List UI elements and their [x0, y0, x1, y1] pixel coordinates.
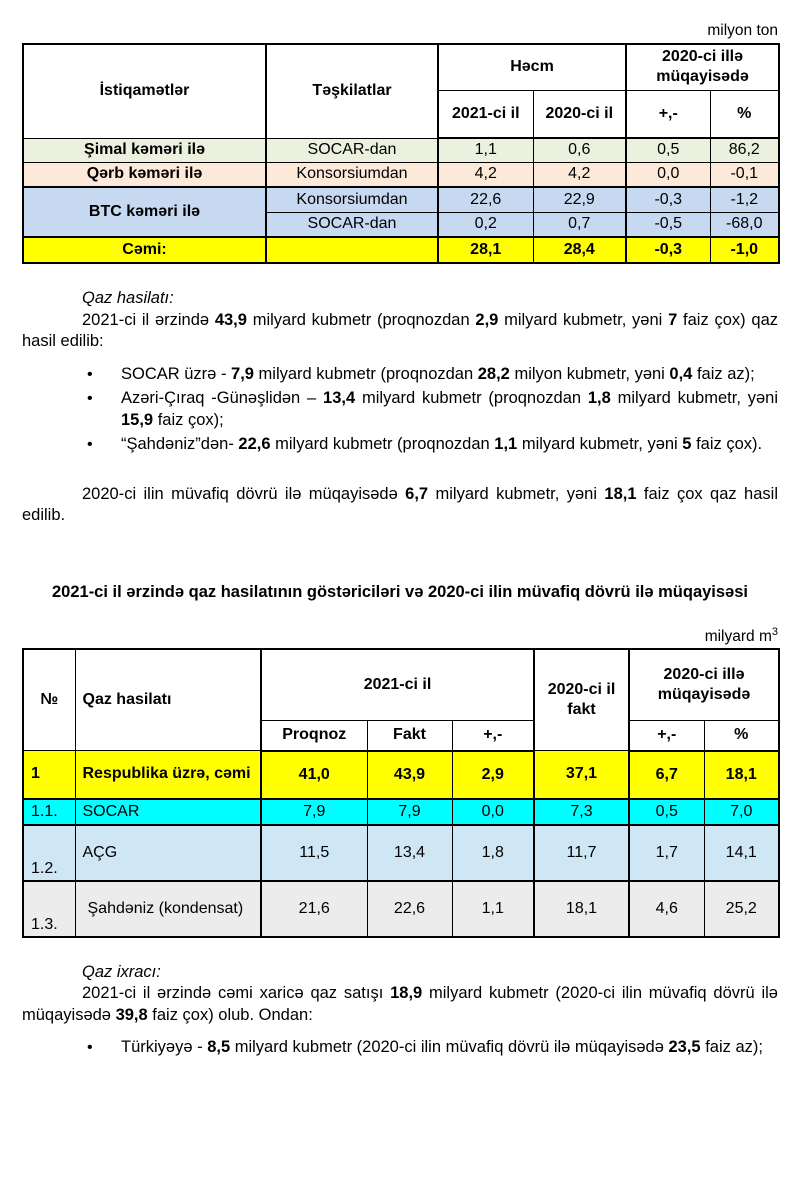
table1-row-simal — [23, 138, 779, 162]
table2-unit-label: milyard $m^3$ — [704, 625, 778, 645]
table1-header-compare-group: 2020-ci illə müqayisədə — [626, 44, 779, 90]
table-cell: 4,6 — [629, 881, 704, 937]
gas-production-table — [22, 648, 780, 938]
gas-production-list — [22, 364, 778, 456]
table-cell: 2,9 — [452, 751, 534, 799]
table-cell: 0,6 — [533, 138, 626, 162]
table-cell: 7,3 — [534, 799, 629, 825]
table2-header-prognoz: Proqnoz — [261, 721, 367, 751]
table-cell: 21,6 — [261, 881, 367, 937]
table-cell: 43,9 — [367, 751, 452, 799]
table2-header-label: Qaz hasilatı — [75, 649, 261, 751]
table-cell: 28,4 — [533, 237, 626, 263]
table-cell: 22,9 — [533, 187, 626, 212]
table2-header-2020-fakt: 2020-ci il fakt — [534, 649, 629, 751]
table2-row-sahdeniz — [23, 881, 779, 937]
table1-header-2021: 2021-ci il — [438, 90, 533, 138]
table2-header-cpct: % — [704, 721, 779, 751]
table-cell: -0,5 — [626, 212, 710, 237]
table-cell: 0,7 — [533, 212, 626, 237]
table1-header-delta: +,- — [626, 90, 710, 138]
table-cell: 37,1 — [534, 751, 629, 799]
table1-row-qerb — [23, 162, 779, 187]
table-cell: Konsorsiumdan — [266, 162, 438, 187]
table-cell: 22,6 — [367, 881, 452, 937]
table1-header-2020: 2020-ci il — [533, 90, 626, 138]
table-cell: 4,2 — [533, 162, 626, 187]
table2-header-cdelta: +,- — [629, 721, 704, 751]
table-cell: -0,3 — [626, 187, 710, 212]
list-item: • Türkiyəyə - 8,5 milyard kubmetr (2020-ci ilin müvafiq dövrü ilə müqayisədə 23,5 faiz az); — [121, 1037, 778, 1059]
table-cell: 18,1 — [704, 751, 779, 799]
table-cell: Şahdəniz (kondensat) — [75, 881, 261, 937]
table-cell — [266, 237, 438, 263]
table2-row-acg — [23, 825, 779, 881]
gas-production-intro: 2021-ci il ərzində 43,9 milyard kubmetr (proqnozdan 2,9 milyard kubmetr, yəni 7 faiz çox) qaz hasil edilib: — [22, 310, 778, 350]
table-cell: Respublika üzrə, cəmi — [75, 751, 261, 799]
table2-header-row-1 — [23, 649, 779, 721]
table-cell: 14,1 — [704, 825, 779, 881]
table-cell: 6,7 — [629, 751, 704, 799]
table-cell: 28,1 — [438, 237, 533, 263]
table-cell: -68,0 — [710, 212, 779, 237]
table1-header-volume-group: Həcm — [438, 44, 626, 90]
table1-header-org: Təşkilatlar — [266, 44, 438, 138]
table-cell: 4,2 — [438, 162, 533, 187]
table-cell: AÇG — [75, 825, 261, 881]
table-cell: 11,5 — [261, 825, 367, 881]
table2-header-no: № — [23, 649, 75, 751]
table-cell: 13,4 — [367, 825, 452, 881]
document-page — [0, 22, 800, 1059]
table1-header-pct: % — [710, 90, 779, 138]
table-cell: 25,2 — [704, 881, 779, 937]
table1-header-row-1 — [23, 44, 779, 90]
table-cell: Cəmi: — [23, 237, 266, 263]
table-cell: SOCAR-dan — [266, 212, 438, 237]
table-cell: 18,1 — [534, 881, 629, 937]
table2-row-respublika — [23, 751, 779, 799]
table-cell: -0,3 — [626, 237, 710, 263]
oil-transport-table — [22, 43, 780, 264]
table2-row-socar — [23, 799, 779, 825]
gas-production-compare: 2020-ci ilin müvafiq dövrü ilə müqayisədə 6,7 milyard kubmetr, yəni 18,1 faiz çox qaz hasil edilib. — [22, 484, 778, 524]
table-cell: 1,1 — [452, 881, 534, 937]
table1-row-total — [23, 237, 779, 263]
gas-export-lead: Qaz ixracı: — [82, 962, 161, 981]
table-cell: Konsorsiumdan — [266, 187, 438, 212]
table-cell: -0,1 — [710, 162, 779, 187]
table-cell: 1.1. — [23, 799, 75, 825]
table-cell: 7,0 — [704, 799, 779, 825]
table-cell: 1,8 — [452, 825, 534, 881]
table-cell: Şimal kəməri ilə — [23, 138, 266, 162]
table-cell: SOCAR — [75, 799, 261, 825]
table1-row-btc-konsorsium — [23, 187, 779, 212]
list-item: • “Şahdəniz”dən- 22,6 milyard kubmetr (proqnozdan 1,1 milyard kubmetr, yəni 5 faiz çox). — [121, 434, 778, 456]
table2-header-compare-group: 2020-ci illə müqayisədə — [629, 649, 779, 721]
gas-export-list — [22, 1037, 778, 1059]
table-cell: 0,0 — [626, 162, 710, 187]
table-cell: 0,0 — [452, 799, 534, 825]
table-cell: 7,9 — [367, 799, 452, 825]
gas-export-intro: 2021-ci il ərzində cəmi xaricə qaz satışı 18,9 milyard kubmetr (2020-ci ilin müvafiq dövrü ilə müqayisədə 39,8 faiz çox) olub. Ondan: — [22, 984, 778, 1024]
table-cell: 11,7 — [534, 825, 629, 881]
table-cell: 0,5 — [626, 138, 710, 162]
gas-production-lead: Qaz hasilatı: — [82, 289, 174, 307]
table2-header-fakt: Fakt — [367, 721, 452, 751]
table-cell: 0,2 — [438, 212, 533, 237]
table-cell: 1,1 — [438, 138, 533, 162]
list-item: • Azəri-Çıraq -Günəşlidən – 13,4 milyard kubmetr (proqnozdan 1,8 milyard kubmetr, yəni 15,9 faiz çox); — [121, 388, 778, 431]
table-cell: 0,5 — [629, 799, 704, 825]
table-cell: 22,6 — [438, 187, 533, 212]
table-cell: 41,0 — [261, 751, 367, 799]
table-cell: -1,0 — [710, 237, 779, 263]
table2-header-delta: +,- — [452, 721, 534, 751]
table-cell: 1,7 — [629, 825, 704, 881]
table-cell: 7,9 — [261, 799, 367, 825]
list-item: • SOCAR üzrə - 7,9 milyard kubmetr (proqnozdan 28,2 milyon kubmetr, yəni 0,4 faiz az); — [121, 364, 778, 386]
table-cell: -1,2 — [710, 187, 779, 212]
table1-header-direction: İstiqamətlər — [23, 44, 266, 138]
section-heading: 2021-ci il ərzində qaz hasilatının göstəriciləri və 2020-ci ilin müvafiq dövrü ilə müqayisəsi — [51, 582, 748, 601]
table-cell: SOCAR-dan — [266, 138, 438, 162]
table-cell: BTC kəməri ilə — [23, 187, 266, 237]
table-cell: 1.3. — [23, 881, 75, 937]
table-cell: 1.2. — [23, 825, 75, 881]
table2-header-2021-group: 2021-ci il — [261, 649, 534, 721]
table-cell: 1 — [23, 751, 75, 799]
table1-unit-label: milyon ton — [707, 22, 778, 39]
table-cell: 86,2 — [710, 138, 779, 162]
table-cell: Qərb kəməri ilə — [23, 162, 266, 187]
